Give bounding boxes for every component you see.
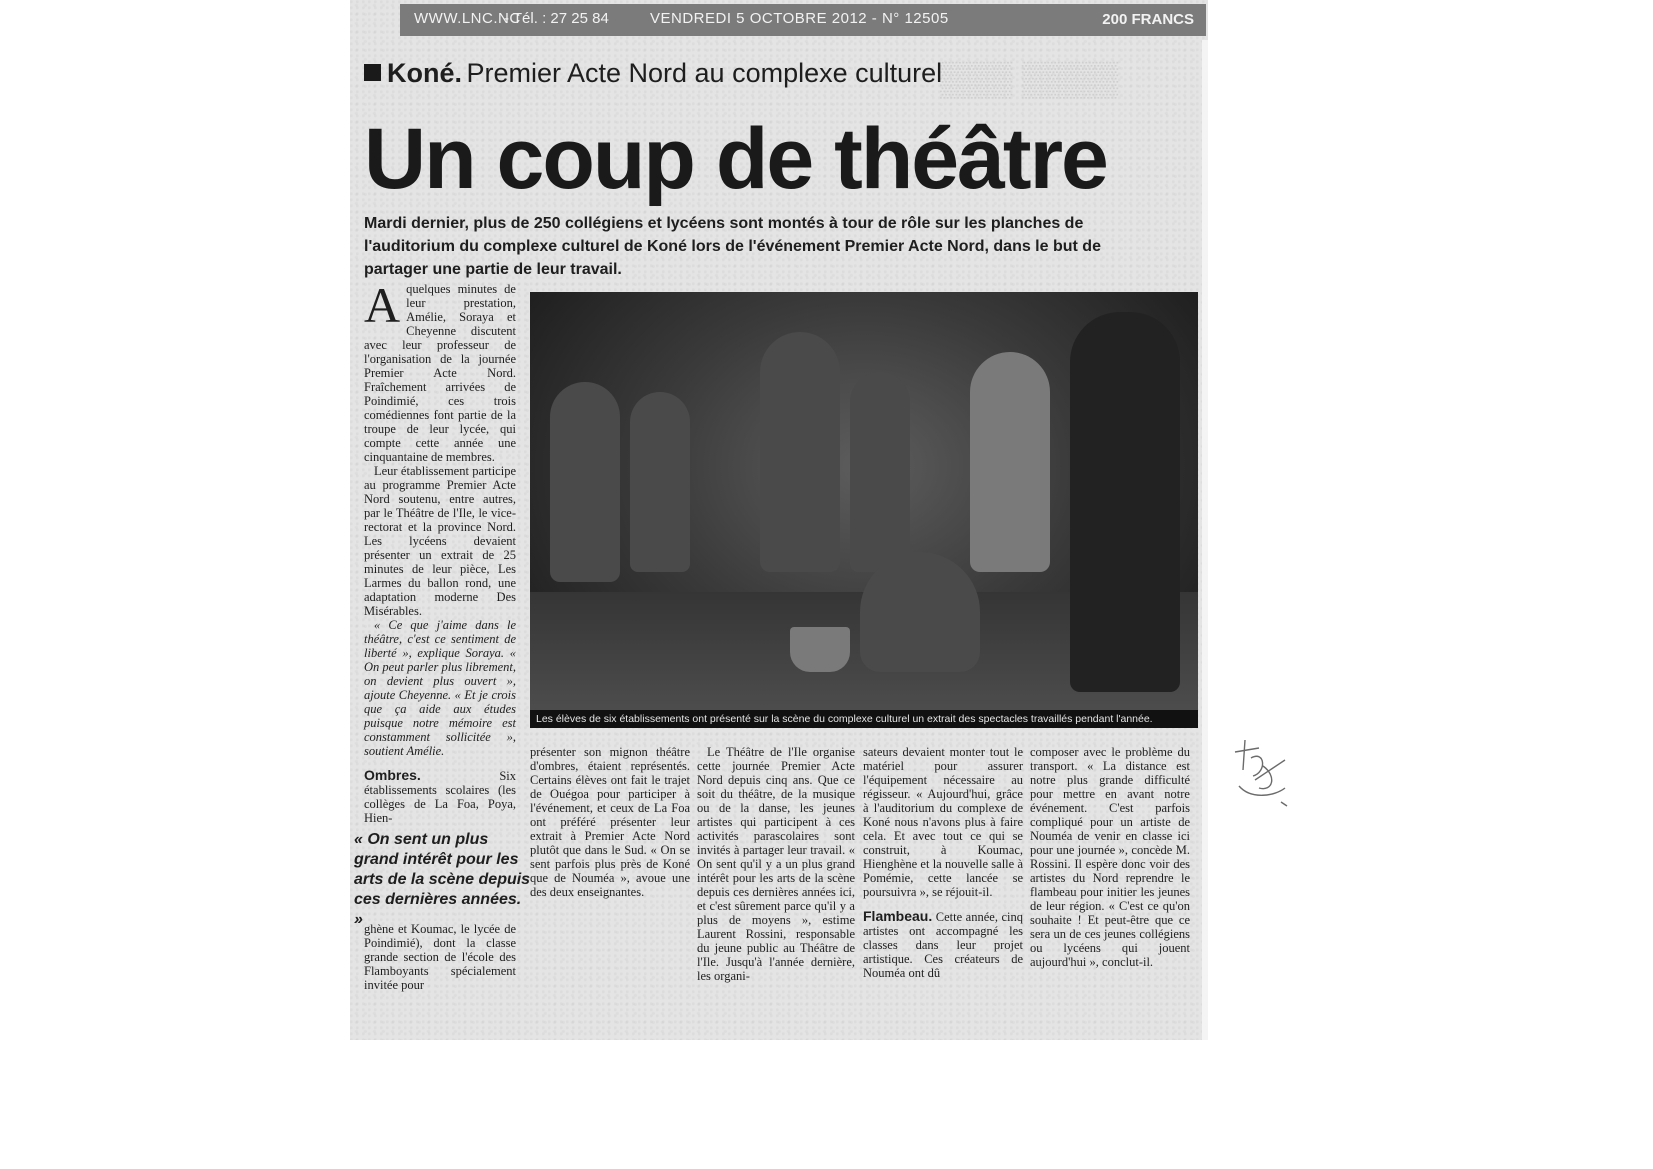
col3-para-1: Le Théâtre de l'Ile organise cette journée Premier Acte Nord depuis cinq ans. Que ce soit du théâtre, de la musique ou de la danse, les jeunes artistes qui participent à ces activités parascolaires sont invités à partager leur travail. « On sent qu'il y a un plus grand intérêt pour les arts de la scène depuis ces dernières années ici, et c'est sûrement parce qu'il y a plus de moyens », estime Laurent Rossini, responsable du jeune public au Théâtre de l'Ile. Jusqu'à l'année dernière, les organi- [697, 745, 855, 983]
col1-para-2: Leur établissement participe au programme Premier Acte Nord soutenu, entre autres, par le Théâtre de l'Ile, le vice-rectorat et la province Nord. Les lycéens devaient présenter un extrait de 25 minutes de leur pièce, Les Larmes du ballon rond, une adaptation moderne Des Misérables. [364, 464, 516, 618]
column-3 [697, 745, 855, 983]
dropcap: A [364, 277, 401, 333]
photo-performer [850, 372, 910, 572]
photo-performer [630, 392, 690, 572]
col4-para-2: Flambeau. Cette année, cinq artistes ont accompagné les classes dans leur projet artistique. Ces créateurs de Nouméa ont dû [863, 908, 1024, 980]
masthead-price: 200 FRANCS [1102, 11, 1194, 28]
col1-para-3: « Ce que j'aime dans le théâtre, c'est ce sentiment de liberté », explique Soraya. « On peut parler plus librement, on devient plus ouvert », ajoute Cheyenne. « Et je crois que ça aide aux études puisque notre mémoire est constamment sollicitée », soutient Amélie. [364, 618, 516, 758]
col5-para-1: composer avec le problème du transport. « La distance est notre plus grande difficulté pour mettre en avant notre événement. C'est parfois compliqué pour un artiste de Nouméa de venir en classe ici pour une journée », concède M. Rossini. Il espère donc voir des artistes du Nord reprendre le flambeau pour initier les jeunes de leur région. « C'est ce qu'on souhaite ! Et peut-être que ce sera un de ces jeunes collégiens ou lycéens qui jouent aujourd'hui », conclut-il. [1030, 745, 1190, 969]
col4-para-1: sateurs devaient monter tout le matériel pour assurer l'équipement nécessaire au régisseur. « Aujourd'hui, grâce à l'auditorium du complexe de Koné nous n'avons plus à faire cela. Et avec tout ce qui se construit, à Koumac, Hienghène et la nouvelle salle à Pomémie, cette lancée se poursuivra », se réjouit-il. [863, 745, 1023, 899]
kicker-square-icon [364, 64, 381, 81]
pull-quote: « On sent un plus grand intérêt pour les arts de la scène depuis ces dernières années. » [354, 831, 531, 928]
photo-performer [860, 552, 980, 672]
photo-caption: Les élèves de six établissements ont présenté sur la scène du complexe culturel un extrait des spectacles travaillés pendant l'année. [530, 710, 1198, 728]
column-2 [530, 745, 690, 899]
photo-performer [1070, 312, 1180, 692]
masthead-site: WWW.LNC.NC [414, 10, 521, 27]
subhead-flambeau: Flambeau. [863, 908, 933, 924]
col1-para-4: Ombres. Six établissements scolaires (les collèges de La Foa, Poya, Hien- [364, 767, 516, 825]
col1-para-5: ghène et Koumac, le lycée de Poindimié), dont la classe grande section de l'école des Flamboyants spécialement invitée pour [364, 922, 516, 992]
kicker-subtitle: Premier Acte Nord au complexe culturel [466, 58, 943, 88]
kicker-place: Koné. [387, 58, 463, 88]
photo-performer [550, 382, 620, 582]
masthead-date: VENDREDI 5 OCTOBRE 2012 - N° 12505 [650, 10, 949, 27]
handwritten-signature [1215, 730, 1305, 820]
masthead-bar [400, 4, 1206, 36]
show-through-text: ▒▒▒ ▒▒▒▒ [940, 60, 1119, 98]
clipping-edge [1202, 40, 1208, 1040]
stage-photo [530, 292, 1198, 728]
article-lead: Mardi dernier, plus de 250 collégiens et lycéens sont montés à tour de rôle sur les planches de l'auditorium du complexe culturel de Koné lors de l'événement Premier Acte Nord, dans le but de partager une partie de leur travail. [364, 215, 1101, 278]
column-5 [1030, 745, 1190, 969]
photo-performer [760, 332, 840, 572]
column-4 [863, 745, 1023, 980]
subhead-ombres: Ombres. [364, 767, 421, 783]
col1-para-1: Aquelques minutes de leur prestation, Amélie, Soraya et Cheyenne discutent avec leur professeur de l'organisation de la journée Premier Acte Nord. Fraîchement arrivées de Poindimié, ces trois comédiennes font partie de la troupe de leur lycée, qui compte cette année une cinquantaine de membres. [364, 277, 516, 464]
photo-performer [970, 352, 1050, 572]
column-1 [364, 277, 516, 825]
article-kicker [364, 58, 942, 89]
column-1-continued [364, 922, 516, 992]
headline: Un coup de théâtre [364, 111, 1107, 207]
masthead-tel: - Tél. : 27 25 84 [504, 10, 609, 27]
photo-bucket [790, 627, 850, 672]
col2-para-1: présenter son mignon théâtre d'ombres, étaient représentés. Certains élèves ont fait le trajet de Ouégoa pour participer à l'événement, et ceux de La Foa ont préféré présenter leur extrait à Premier Acte Nord plutôt que dans le Sud. « On se sent parfois plus près de Koné que de Nouméa », avoue une des deux enseignantes. [530, 745, 690, 899]
